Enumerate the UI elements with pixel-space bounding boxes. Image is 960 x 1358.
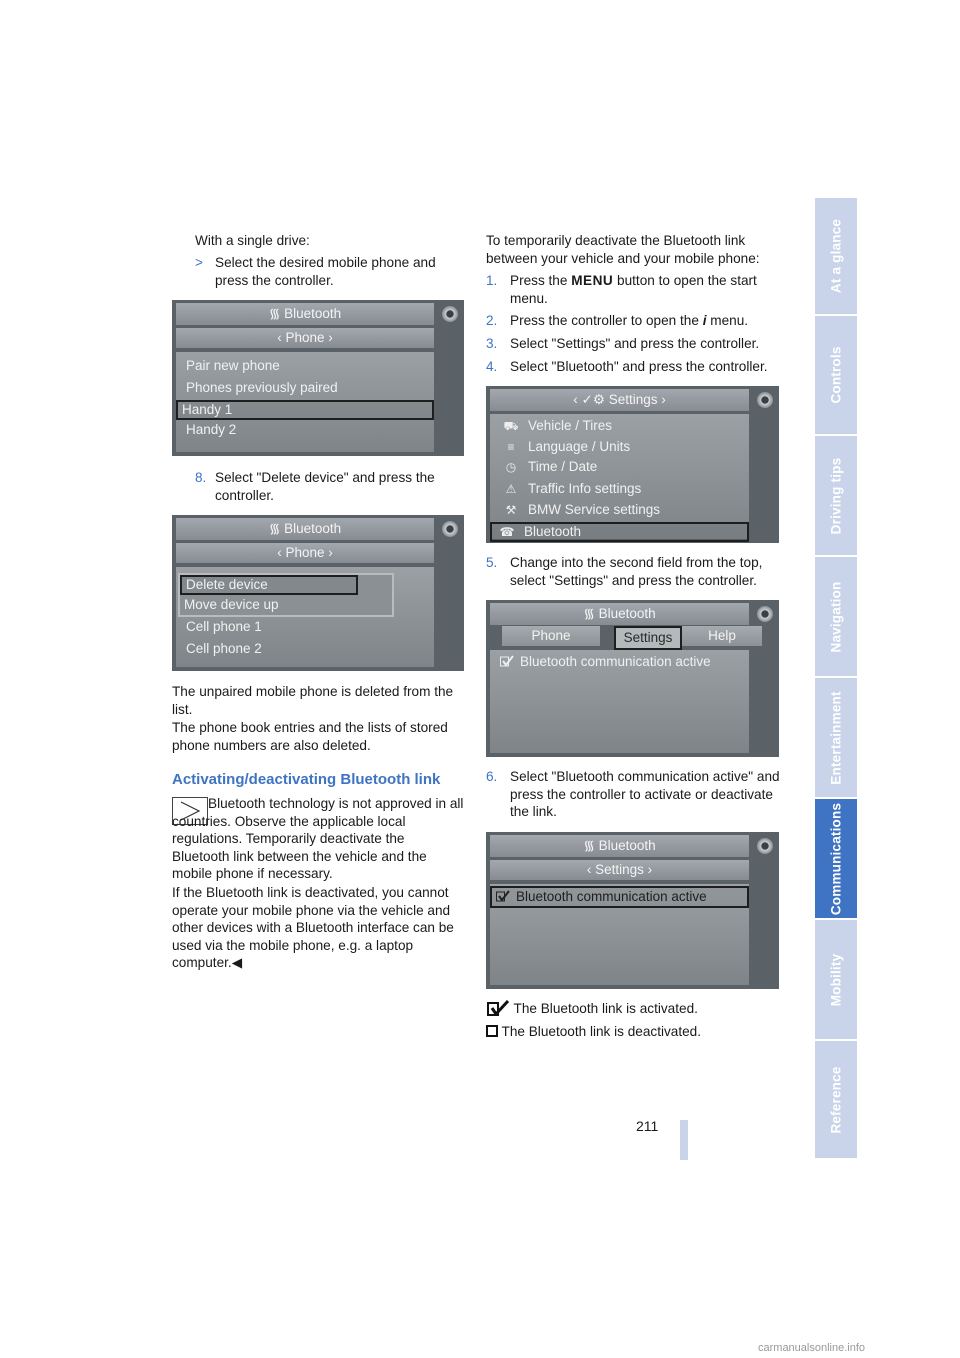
language-icon: ≡	[507, 440, 515, 454]
page-number: 211	[636, 1118, 659, 1134]
menu-item-bluetooth-selected[interactable]: ☎ Bluetooth	[490, 522, 749, 542]
tab-label: Controls	[828, 346, 844, 404]
tab-label: Driving tips	[828, 457, 844, 534]
menu-item-time[interactable]: ◷ Time / Date	[496, 457, 745, 477]
screen-title-bar	[176, 518, 434, 540]
checkmark-icon	[486, 1000, 510, 1016]
step-6	[486, 768, 781, 821]
tab-reference[interactable]	[815, 1041, 857, 1160]
list-item[interactable]: Pair new phone	[186, 358, 280, 373]
note-text-2: If the Bluetooth link is deactivated, you cannot operate your mobile phone via the vehicle and other devices with a Bluetooth interface can be used via the mobile phone, e.g. a laptop computer.◀	[172, 885, 454, 970]
bluetooth-active-option[interactable]: Bluetooth communication active	[496, 652, 745, 672]
popup-item[interactable]: Move device up	[184, 597, 279, 612]
screen-title-bar	[490, 603, 749, 625]
list-item[interactable]: Cell phone 1	[186, 619, 262, 634]
tab-entertainment[interactable]	[815, 678, 857, 799]
legend-text: The Bluetooth link is deactivated.	[501, 1024, 702, 1039]
screen-list	[176, 352, 434, 452]
tab-label: Mobility	[828, 953, 844, 1006]
bluetooth-icon: ᯾	[268, 306, 285, 321]
step-number: 5.	[486, 555, 498, 570]
step-number: 8.	[195, 470, 207, 485]
screen-title: Bluetooth	[284, 306, 342, 321]
bluetooth-icon: ᯾	[583, 606, 599, 621]
bullet-text: Select the desired mobile phone and press the controller.	[215, 255, 436, 288]
screen-subtitle: Settings	[595, 862, 644, 877]
screen-title-bar	[176, 303, 434, 325]
tab-label: Reference	[828, 1065, 844, 1134]
screen-title-bar: ‹ ✓⚙ Settings ›	[490, 389, 749, 411]
step-text: Select "Bluetooth" and press the controller.	[510, 359, 768, 374]
bluetooth-active-option-selected[interactable]: Bluetooth communication active	[490, 886, 749, 908]
service-icon: ⚒	[505, 503, 517, 517]
screen-settings-menu	[486, 386, 779, 543]
step-8	[195, 469, 465, 504]
controller-icon	[757, 606, 773, 622]
menu-item-language[interactable]: ≡ Language / Units	[496, 437, 745, 457]
tab-label: At a glance	[828, 218, 844, 294]
info-key-icon: i	[702, 313, 707, 328]
settings-icon: ✓⚙	[581, 392, 605, 407]
screen-bluetooth-settings	[486, 832, 779, 989]
screen-bluetooth-tabs	[486, 600, 779, 757]
screen-subtitle-bar: ‹ Phone ›	[176, 543, 434, 563]
watermark: carmanualsonline.info	[758, 1342, 866, 1354]
tab-label: Communications	[828, 802, 844, 915]
clock-icon: ◷	[505, 460, 517, 474]
popup-item-selected[interactable]: Delete device	[180, 575, 358, 595]
bluetooth-icon: ᯾	[268, 521, 285, 536]
bluetooth-icon: ᯾	[583, 838, 599, 853]
step-number: 3.	[486, 336, 498, 351]
step-text: Change into the second field from the top, select "Settings" and press the controller.	[510, 555, 763, 588]
bullet-mark: >	[195, 255, 203, 270]
tab-help[interactable]: Help	[682, 626, 762, 646]
step-text: Select "Bluetooth communication active" and press the controller to activate or deactivate the link.	[510, 769, 780, 819]
controller-icon	[757, 392, 773, 408]
menu-item-traffic[interactable]: ⚠ Traffic Info settings	[496, 479, 745, 499]
step-number: 6.	[486, 769, 498, 784]
tab-label: Navigation	[828, 580, 844, 653]
controller-icon	[442, 306, 458, 322]
tab-mobility[interactable]	[815, 920, 857, 1041]
page-number-marker	[680, 1120, 688, 1160]
tab-navigation[interactable]	[815, 557, 857, 678]
tab-driving-tips[interactable]	[815, 436, 857, 557]
checkbox-empty-icon	[486, 1025, 498, 1037]
tab-phone[interactable]: Phone	[502, 626, 600, 646]
phone-icon: ☎	[499, 525, 515, 539]
right-intro: To temporarily deactivate the Bluetooth link between your vehicle and your mobile phone:	[486, 233, 760, 266]
legend-deactivated	[486, 1023, 781, 1041]
menu-item-vehicle[interactable]: ⛟ Vehicle / Tires	[496, 416, 745, 436]
step-number: 4.	[486, 359, 498, 374]
screen-delete-device	[172, 515, 464, 671]
legend-activated	[486, 1000, 781, 1018]
list-item-selected[interactable]: Handy 1	[176, 400, 434, 420]
screen-title: Bluetooth	[284, 521, 342, 536]
tab-at-a-glance[interactable]	[815, 198, 857, 316]
menu-key-icon: MENU	[571, 273, 614, 288]
left-intro: With a single drive:	[195, 233, 310, 248]
tab-label: Entertainment	[828, 690, 844, 785]
step-4	[486, 358, 781, 376]
step-5	[486, 554, 781, 589]
screen-title: Settings	[608, 392, 658, 407]
step-number: 1.	[486, 273, 498, 288]
screen-list	[490, 884, 749, 985]
screen-bluetooth-phones	[172, 300, 464, 456]
controller-icon	[757, 838, 773, 854]
list-item[interactable]: Cell phone 2	[186, 641, 262, 656]
menu-item-service[interactable]: ⚒ BMW Service settings	[496, 500, 745, 520]
step-text: Select "Settings" and press the controller.	[510, 336, 760, 351]
screen-title: Bluetooth	[598, 838, 656, 853]
bullet-item	[195, 254, 465, 289]
checkbox-checked-icon	[500, 655, 514, 667]
legend-text: The Bluetooth link is activated.	[513, 1001, 698, 1016]
tab-communications[interactable]	[815, 799, 857, 920]
screen-subtitle-bar: ‹ Settings ›	[490, 860, 749, 880]
step-3	[486, 335, 781, 353]
screen-subtitle-bar: ‹ Phone ›	[176, 328, 434, 348]
end-mark: ◀	[231, 955, 243, 970]
screen-list	[176, 567, 434, 667]
screen-title-bar	[490, 835, 749, 857]
list-item[interactable]: Phones previously paired	[186, 380, 338, 395]
paragraph: The unpaired mobile phone is deleted from the list.	[172, 684, 454, 717]
screen-subtitle: Phone	[285, 545, 325, 560]
note-text: Bluetooth technology is not approved in all countries. Observe the applicable local regulations. Temporarily deactivate the Bluetooth link between the vehicle and the mobile phone if necessary.	[172, 796, 464, 881]
step-number: 2.	[486, 313, 498, 328]
tab-settings[interactable]: Settings	[614, 626, 682, 650]
screen-list	[490, 414, 749, 539]
controller-icon	[442, 521, 458, 537]
section-heading: Activating/deactivating Bluetooth link	[172, 771, 441, 788]
screen-list	[490, 650, 749, 753]
step-1: 1. Press the MENU button to open the start menu.	[486, 273, 757, 306]
step-2: 2. Press the controller to open the i menu.	[486, 313, 749, 328]
paragraph: The phone book entries and the lists of stored phone numbers are also deleted.	[172, 720, 448, 753]
tab-controls[interactable]	[815, 316, 857, 436]
checkbox-checked-icon	[496, 890, 510, 902]
vehicle-icon: ⛟	[503, 419, 519, 433]
step-text: Select "Delete device" and press the controller.	[215, 470, 435, 503]
screen-subtitle: Phone	[285, 330, 325, 345]
list-item[interactable]: Handy 2	[186, 422, 237, 437]
traffic-icon: ⚠	[505, 482, 517, 496]
screen-title: Bluetooth	[598, 606, 656, 621]
